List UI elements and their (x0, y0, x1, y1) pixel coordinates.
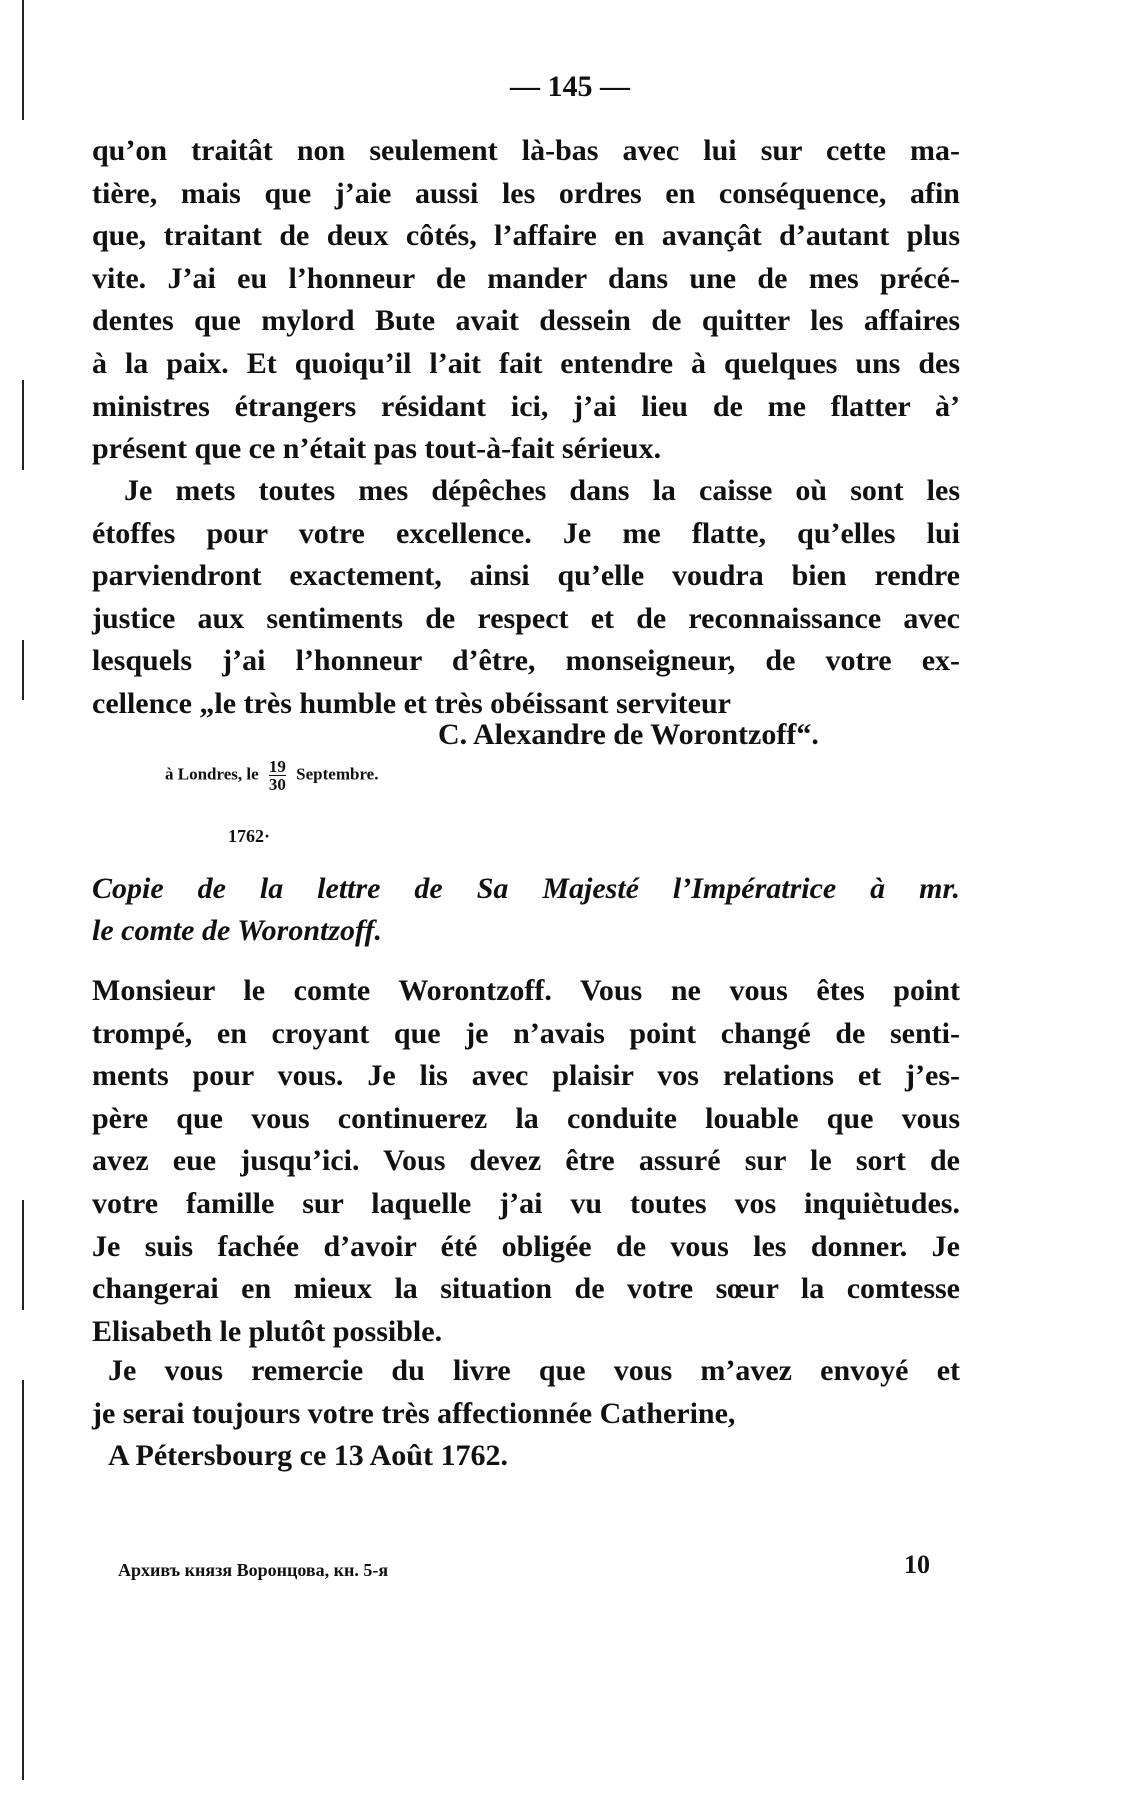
text-line: ministres étrangers résidant ici, j’ai lieu de me flatter à’ (92, 389, 960, 423)
text-line: à la paix. Et quoiqu’il l’ait fait entendre à quelques uns des (92, 346, 960, 380)
text-line: présent que ce n’était pas tout-à-fait sérieux. (92, 432, 662, 466)
date-fraction (269, 758, 286, 793)
text-line: votre famille sur laquelle j’ai vu toutes vos inquiètudes. (92, 1186, 960, 1220)
letter1-paragraph1 (92, 130, 960, 471)
text-line: qu’on traitât non seulement là-bas avec lui sur cette ma- (92, 134, 960, 167)
text-line: trompé, en croyant que je n’avais point changé de senti- (92, 1016, 960, 1050)
heading-line: Copie de la lettre de Sa Majesté l’Impératrice à mr. (92, 872, 960, 905)
text-line: Je vous remercie du livre que vous m’avez envoyé et (108, 1354, 960, 1387)
section-heading (92, 868, 960, 952)
text-line: changerai en mieux la situation de votre sœur la comtesse (92, 1272, 960, 1306)
dateline-prefix: à Londres, le (165, 764, 259, 784)
text-line: justice aux sentiments de respect et de reconnaissance avec (92, 601, 960, 635)
scan-edge-mark (22, 1200, 24, 1310)
scan-edge-mark (22, 1380, 24, 1780)
heading-line: le comte de Worontzoff. (92, 914, 382, 947)
footer-signature-mark: 10 (904, 1550, 930, 1579)
letter1-signature: C. Alexandre de Worontzoff“. (438, 718, 819, 751)
page-number: — 145 — (510, 70, 630, 103)
date-denominator: 30 (268, 775, 286, 794)
text-line: A Pétersbourg ce 13 Août 1762. (108, 1439, 508, 1473)
footer-archive-note: Архивъ князя Воронцова, кн. 5-я (118, 1560, 389, 1580)
dateline-suffix: Septembre. (296, 764, 379, 784)
scan-edge-mark (22, 640, 24, 700)
letter1-paragraph2 (92, 470, 960, 726)
text-line: ments pour vous. Je lis avec plaisir vos relations et j’es- (92, 1059, 960, 1093)
text-line: cellence „le très humble et très obéissant serviteur (92, 686, 731, 720)
text-line: je serai toujours votre très affectionnée Catherine, (92, 1396, 736, 1430)
text-line: vite. J’ai eu l’honneur de mander dans une de mes précé- (92, 261, 960, 295)
text-line: parviendront exactement, ainsi qu’elle voudra bien rendre (92, 559, 960, 593)
letter1-dateline (165, 758, 378, 793)
text-line: Monsieur le comte Worontzoff. Vous ne vous êtes point (92, 974, 960, 1007)
letter1-date-year: 1762· (228, 826, 271, 846)
letter2-paragraph2 (92, 1350, 960, 1478)
date-numerator: 19 (268, 757, 286, 776)
text-line: Elisabeth le plutôt possible. (92, 1314, 443, 1348)
text-line: tière, mais que j’aie aussi les ordres en conséquence, afin (92, 176, 960, 210)
text-line: lesquels j’ai l’honneur d’être, monseigneur, de votre ex- (92, 644, 960, 678)
text-line: avez eue jusqu’ici. Vous devez être assuré sur le sort de (92, 1144, 960, 1178)
text-line: Je suis fachée d’avoir été obligée de vous les donner. Je (92, 1229, 960, 1263)
text-line: Je mets toutes mes dépêches dans la caisse où sont les (124, 474, 960, 507)
text-line: étoffes pour votre excellence. Je me flatte, qu’elles lui (92, 516, 960, 550)
text-line: dentes que mylord Bute avait dessein de quitter les affaires (92, 304, 960, 338)
scan-edge-mark (22, 380, 24, 470)
text-line: père que vous continuerez la conduite louable que vous (92, 1101, 960, 1135)
text-line: que, traitant de deux côtés, l’affaire en avançât d’autant plus (92, 219, 960, 253)
letter2-paragraph1 (92, 970, 960, 1353)
